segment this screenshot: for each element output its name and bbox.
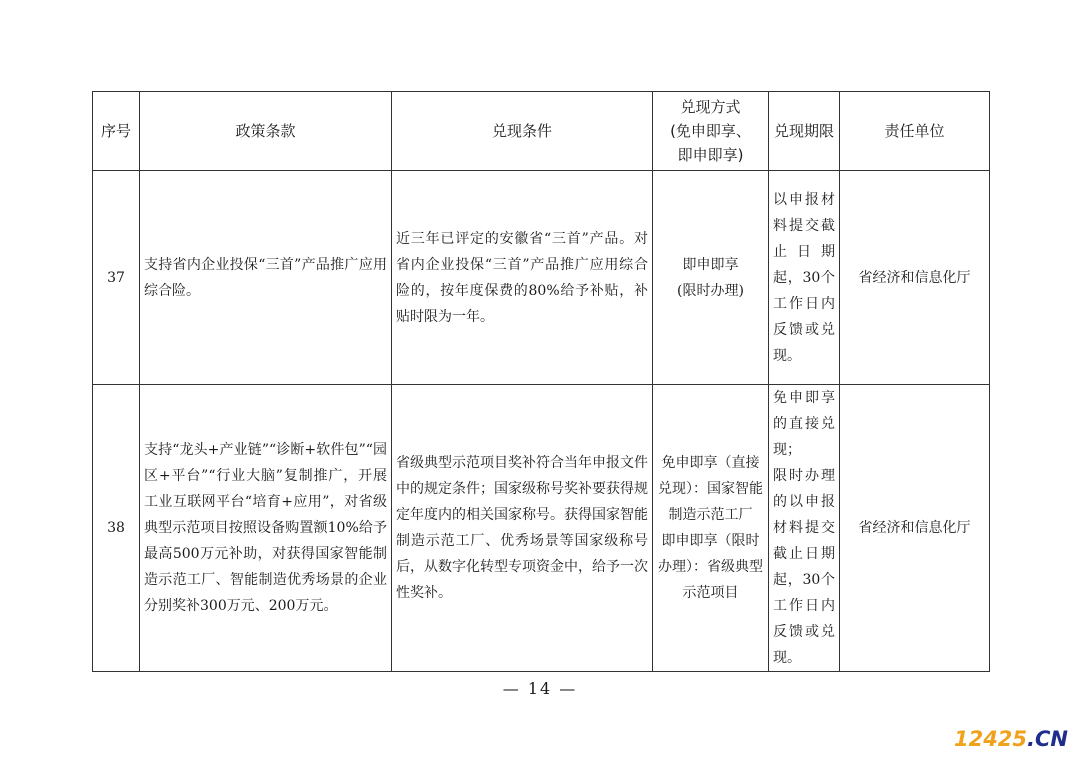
table-header-row (93, 92, 990, 171)
row-condition: 近三年已评定的安徽省“三首”产品。对省内企业投保“三首”产品推广应用综合险的，按年度保费的80%给予补贴，补贴时限为一年。 (392, 171, 653, 385)
row-method: 免申即享（直接兑现）：国家智能制造示范工厂 即申即享（限时办理）：省级典型示范项目 (653, 385, 769, 672)
row-clause: 支持“龙头+产业链”“诊断+软件包”“园区+平台”“行业大脑”复制推广，开展工业互联网平台“培育+应用”，对省级典型示范项目按照设备购置额10%给予最高500万元补助，对获得国家智能制造示范工厂、智能制造优秀场景的企业分别奖补300万元、200万元。 (140, 385, 392, 672)
row-condition: 省级典型示范项目奖补符合当年申报文件中的规定条件；国家级称号奖补要获得规定年度内的相关国家称号。获得国家智能制造示范工厂、优秀场景等国家级称号后，从数字化转型专项资金中，给予一次性奖补。 (392, 385, 653, 672)
row-unit: 省经济和信息化厅 (840, 171, 990, 385)
row-period: 以申报材料提交截止日期起，30个工作日内反馈或兑现。 (769, 171, 840, 385)
header-clause: 政策条款 (140, 92, 392, 171)
page-number: — 14 — (502, 679, 578, 698)
site-watermark (954, 727, 1068, 751)
row-unit: 省经济和信息化厅 (840, 385, 990, 672)
header-index: 序号 (93, 92, 140, 171)
watermark-number: 12425 (953, 727, 1028, 751)
table-row (93, 171, 990, 385)
row-method: 即申即享 (限时办理) (653, 171, 769, 385)
row-period: 免申即享的直接兑现； 限时办理的以申报材料提交截止日期起，30个工作日内反馈或兑现。 (769, 385, 840, 672)
policy-table (92, 91, 990, 672)
header-condition: 兑现条件 (392, 92, 653, 171)
table-row (93, 385, 990, 672)
watermark-suffix: .CN (1027, 727, 1068, 751)
row-clause: 支持省内企业投保“三首”产品推广应用综合险。 (140, 171, 392, 385)
header-unit: 责任单位 (840, 92, 990, 171)
row-index: 38 (93, 385, 140, 672)
row-index: 37 (93, 171, 140, 385)
header-method: 兑现方式 (免申即享、 即申即享) (653, 92, 769, 171)
header-period: 兑现期限 (769, 92, 840, 171)
